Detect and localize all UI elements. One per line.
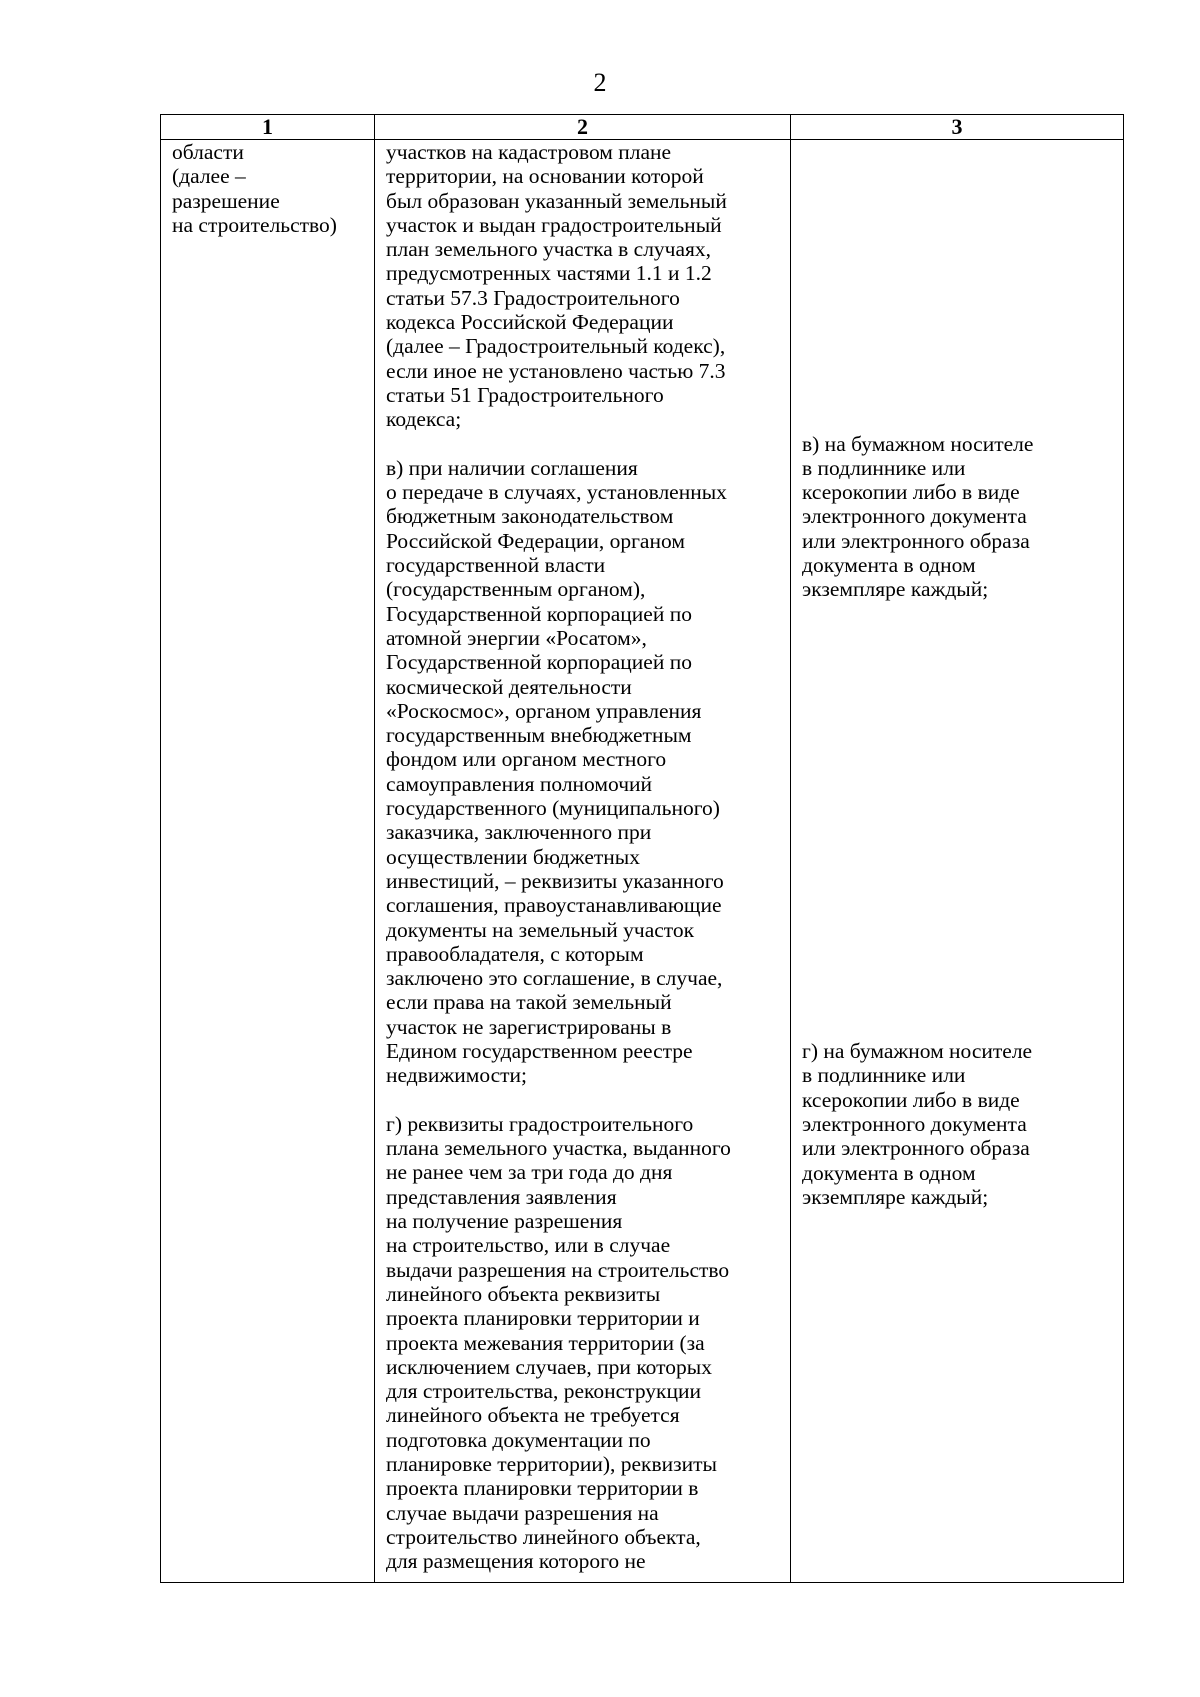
- table-row: [161, 140, 1124, 1583]
- column-header-1: 1: [161, 115, 375, 140]
- table-cell-col1: [161, 140, 375, 1583]
- table-cell-col3: [791, 140, 1124, 1583]
- col2-para-b-tail: участков на кадастровом плане территории, на основании которой был образован указанный земельный участок и выдан градостроительный план земельного участка в случаях, предусмотренных частями 1.1 и 1.2 статьи 57.3 Градостроительного кодекса Российской Федерации (далее – Градостроительный кодекс), если иное не установлено частью 7.3 статьи 51 Градостроительного кодекса;: [386, 140, 727, 432]
- table-header-row: [161, 115, 1124, 140]
- col2-para-v: в) при наличии соглашения о передаче в случаях, установленных бюджетным законодательством Российской Федерации, органом государственной власти (государственным органом), Государственной корпорацией по атомной энергии «Росатом», Государственной корпорацией по космической деятельности «Роскосмос», органом управления государственным внебюджетным фондом или органом местного самоуправления полномочий государственного (муниципального) заказчика, заключенного при осуществлении бюджетных инвестиций, – реквизиты указанного соглашения, правоустанавливающие документы на земельный участок правообладателя, с которым заключено это соглашение, в случае, если права на такой земельный участок не зарегистрированы в Едином государственном реестре недвижимости;: [386, 455, 727, 1088]
- col2-para-g: г) реквизиты градостроительного плана земельного участка, выданного не ранее чем за три года до дня представления заявления на получение разрешения на строительство, или в случае выдачи разрешения на строительство линейного объекта реквизиты проекта планировки территории и проекта межевания территории (за исключением случаев, при которых для строительства, реконструкции линейного объекта не требуется подготовка документации по планировке территории), реквизиты проекта планировки территории в случае выдачи разрешения на строительство линейного объекта, для размещения которого не: [386, 1111, 731, 1574]
- col3-para-v: в) на бумажном носителе в подлиннике или ксерокопии либо в виде электронного документа или электронного образа документа в одном экземпляре каждый;: [802, 431, 1034, 602]
- col3-para-g: г) на бумажном носителе в подлиннике или ксерокопии либо в виде электронного документа или электронного образа документа в одном экземпляре каждый;: [802, 1039, 1033, 1209]
- table-cell-col2: [375, 140, 791, 1583]
- column-header-2: 2: [375, 115, 791, 140]
- column-header-3: 3: [791, 115, 1124, 140]
- document-table: [160, 114, 1124, 1583]
- page-number: 2: [593, 68, 607, 97]
- col1-text: области (далее – разрешение на строительство): [172, 140, 337, 237]
